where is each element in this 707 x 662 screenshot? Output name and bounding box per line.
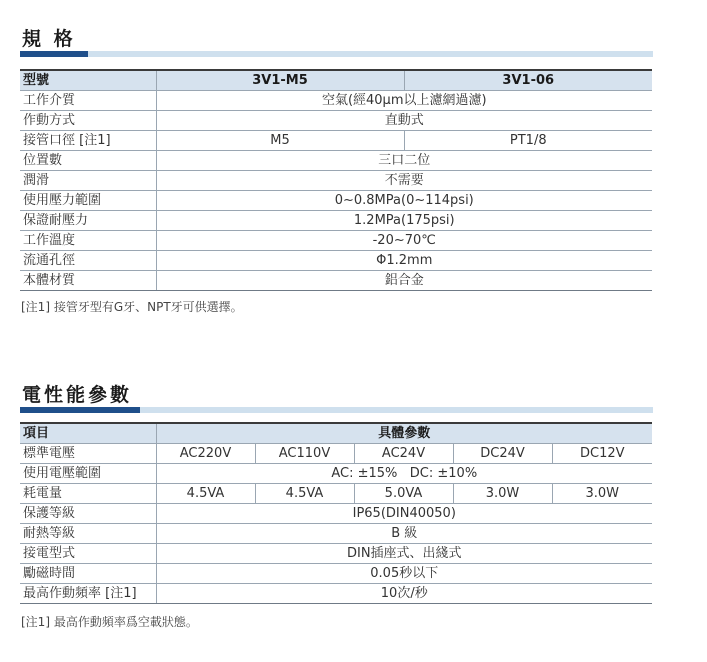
table-row [20,484,652,504]
electric-table [20,422,652,604]
row-value: DC12V [552,444,652,464]
electric-footnote: [注1] 最高作動頻率爲空載狀態。 [21,615,198,629]
row-value: 4.5VA [255,484,354,504]
table-row [20,584,652,604]
row-value: 1.2MPa(175psi) [156,211,652,231]
row-value-06: PT1/8 [404,131,652,151]
table-row [20,524,652,544]
row-label: 使用壓力範圍 [20,191,156,211]
row-label: 流通孔徑 [20,251,156,271]
spec-title-bar [20,51,653,57]
table-row [20,191,652,211]
row-value-m5: M5 [156,131,404,151]
row-value: 空氣(經40μm以上濾網過濾) [156,91,652,111]
electric-header-row [20,423,652,444]
row-value: AC: ±15% DC: ±10% [156,464,652,484]
row-value: 4.5VA [156,484,255,504]
row-value: 10次/秒 [156,584,652,604]
row-value: AC110V [255,444,354,464]
table-row [20,271,652,291]
spec-header-model: 型號 [20,70,156,91]
table-row [20,151,652,171]
table-row [20,504,652,524]
row-label: 潤滑 [20,171,156,191]
row-label: 使用電壓範圍 [20,464,156,484]
spec-table [20,69,652,291]
electric-section-title: 電性能參數 [22,384,133,406]
electric-header-item: 項目 [20,423,156,444]
row-value: AC24V [354,444,453,464]
row-value: 三口二位 [156,151,652,171]
table-row [20,111,652,131]
row-value: DIN插座式、出綫式 [156,544,652,564]
table-row [20,251,652,271]
spec-header-3v1-06: 3V1-06 [404,70,652,91]
row-value: 0~0.8MPa(0~114psi) [156,191,652,211]
row-value: Φ1.2mm [156,251,652,271]
row-value: 直動式 [156,111,652,131]
electric-title-accent [20,407,140,413]
row-value: -20~70℃ [156,231,652,251]
row-value: 3.0W [552,484,652,504]
electric-title-bar [20,407,653,413]
table-row [20,171,652,191]
spec-footnote: [注1] 接管牙型有G牙、NPT牙可供選擇。 [21,300,243,314]
row-value: 鋁合金 [156,271,652,291]
row-label: 勵磁時間 [20,564,156,584]
table-row [20,231,652,251]
row-label: 標準電壓 [20,444,156,464]
table-row [20,131,652,151]
row-value: IP65(DIN40050) [156,504,652,524]
row-label: 位置數 [20,151,156,171]
row-label: 工作介質 [20,91,156,111]
row-value: 不需要 [156,171,652,191]
row-value: 3.0W [453,484,552,504]
row-label: 耐熱等級 [20,524,156,544]
row-value: 5.0VA [354,484,453,504]
table-row [20,564,652,584]
spec-title-accent [20,51,88,57]
row-value: B 級 [156,524,652,544]
table-row [20,211,652,231]
row-value: AC220V [156,444,255,464]
row-label: 作動方式 [20,111,156,131]
row-label: 耗電量 [20,484,156,504]
row-label: 本體材質 [20,271,156,291]
table-row [20,91,652,111]
row-value: DC24V [453,444,552,464]
spec-header-3v1-m5: 3V1-M5 [156,70,404,91]
row-label: 保護等級 [20,504,156,524]
row-label: 接電型式 [20,544,156,564]
row-label: 工作溫度 [20,231,156,251]
spec-header-row [20,70,652,91]
table-row [20,444,652,464]
electric-header-params: 具體參數 [156,423,652,444]
row-label: 最高作動頻率 [注1] [20,584,156,604]
row-label: 接管口徑 [注1] [20,131,156,151]
table-row [20,544,652,564]
row-label: 保證耐壓力 [20,211,156,231]
table-row [20,464,652,484]
spec-section-title: 規 格 [22,28,76,50]
row-value: 0.05秒以下 [156,564,652,584]
